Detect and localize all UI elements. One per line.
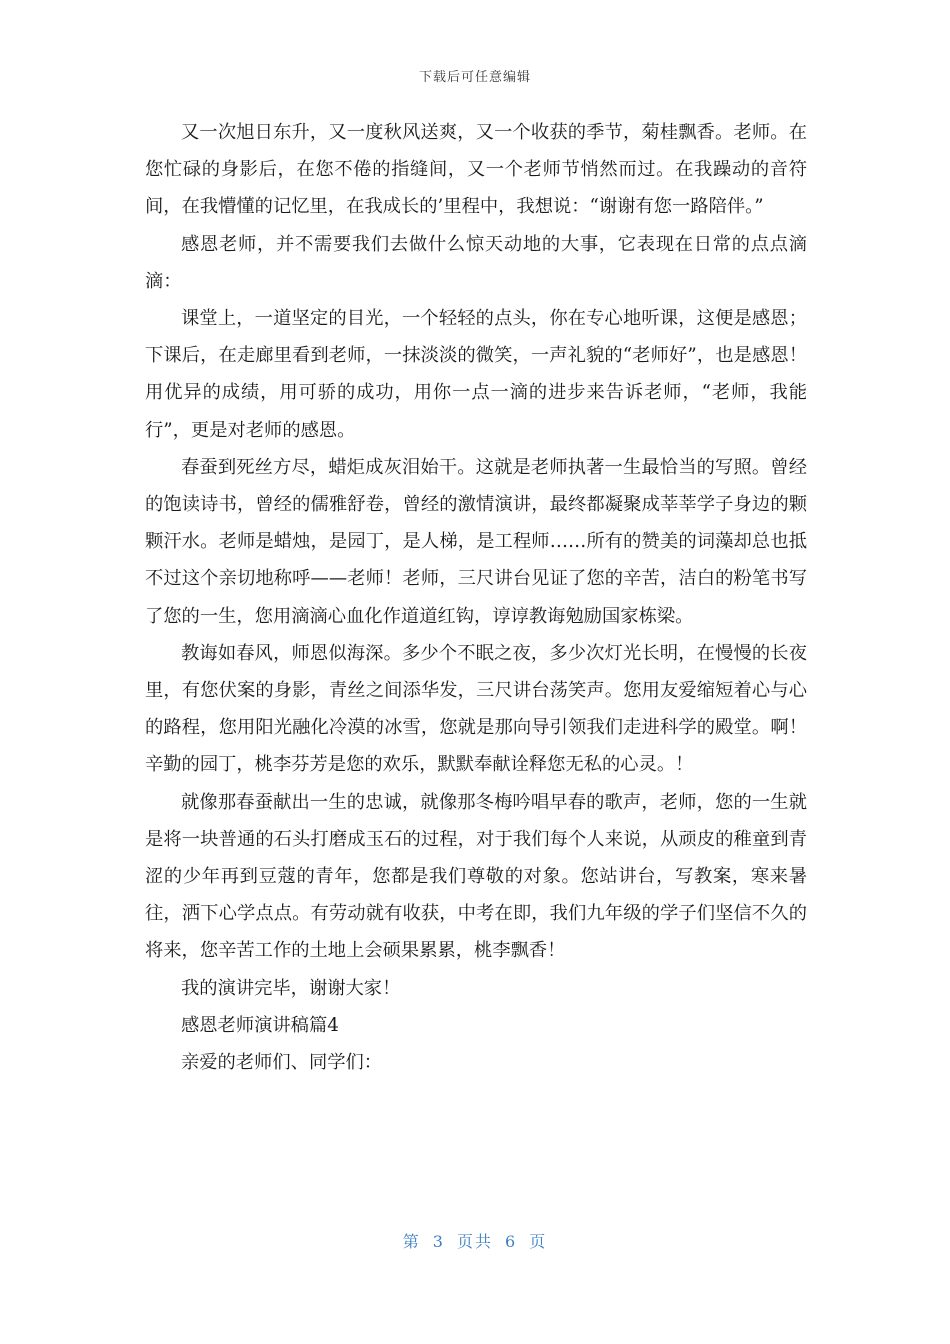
- current-page-number: 3: [432, 1232, 445, 1251]
- total-pages-number: 6: [505, 1232, 518, 1251]
- paragraph: 教诲如春风，师恩似海深。多少个不眠之夜，多少次灯光长明，在慢慢的长夜里，有您伏案的身影，青丝之间添华发，三尺讲台荡笑声。您用友爱缩短着心与心的路程，您用阳光融化冷漠的冰雪，您就是那向导引领我们走进科学的殿堂。啊！辛勤的园丁，桃李芬芳是您的欢乐，默默奉献诠释您无私的心灵。！: [145, 642, 807, 776]
- paragraph: 春蚕到死丝方尽，蜡炬成灰泪始干。这就是老师执著一生最恰当的写照。曾经的饱读诗书，曾经的儒雅舒卷，曾经的激情演讲，最终都凝聚成莘莘学子身边的颗颗汗水。老师是蜡烛，是园丁，是人梯，是工程师……所有的赞美的词藻却总也抵不过这个亲切地称呼——老师！老师，三尺讲台见证了您的辛苦，洁白的粉笔书写了您的一生，您用滴滴心血化作道道红钩，谆谆教诲勉励国家栋梁。: [145, 456, 807, 627]
- salutation: 亲爱的老师们、同学们：: [181, 1052, 383, 1074]
- page-label-separator: 页共: [456, 1232, 493, 1251]
- page-label-prefix: 第: [402, 1232, 421, 1251]
- paragraph: 课堂上，一道坚定的目光，一个轻轻的点头，你在专心地听课，这便是感恩；下课后，在走廊里看到老师，一抹淡淡的微笑，一声礼貌的“老师好”，也是感恩！用优异的成绩，用可骄的成功，用你一点一滴的进步来告诉老师，“老师，我能行”，更是对老师的感恩。: [145, 308, 807, 441]
- paragraph: 感恩老师，并不需要我们去做什么惊天动地的大事，它表现在日常的点点滴滴：: [145, 233, 807, 292]
- page-footer: [0, 1229, 950, 1252]
- paragraph: 又一次旭日东升，又一度秋风送爽，又一个收获的季节，菊桂飘香。老师。在您忙碌的身影后，在您不倦的指缝间，又一个老师节悄然而过。在我躁动的音符间，在我懵懂的记忆里，在我成长的’里程中，我想说：“谢谢有您一路陪伴。”: [145, 122, 807, 218]
- section-title: 感恩老师演讲稿篇4: [181, 1014, 339, 1036]
- paragraph: 就像那春蚕献出一生的忠诚，就像那冬梅吟唱早春的歌声，老师，您的一生就是将一块普通的石头打磨成玉石的过程，对于我们每个人来说，从顽皮的稚童到青涩的少年再到豆蔻的青年，您都是我们尊敬的对象。您站讲台，写教案，寒来暑往，洒下心学点点。有劳动就有收获，中考在即，我们九年级的学子们坚信不久的将来，您辛苦工作的土地上会硕果累累，桃李飘香！: [145, 791, 807, 962]
- document-body: [145, 114, 807, 1081]
- paragraph: 我的演讲完毕，谢谢大家！: [181, 977, 401, 999]
- page-header: 下载后可任意编辑: [418, 70, 531, 85]
- page-label-suffix: 页: [529, 1232, 548, 1251]
